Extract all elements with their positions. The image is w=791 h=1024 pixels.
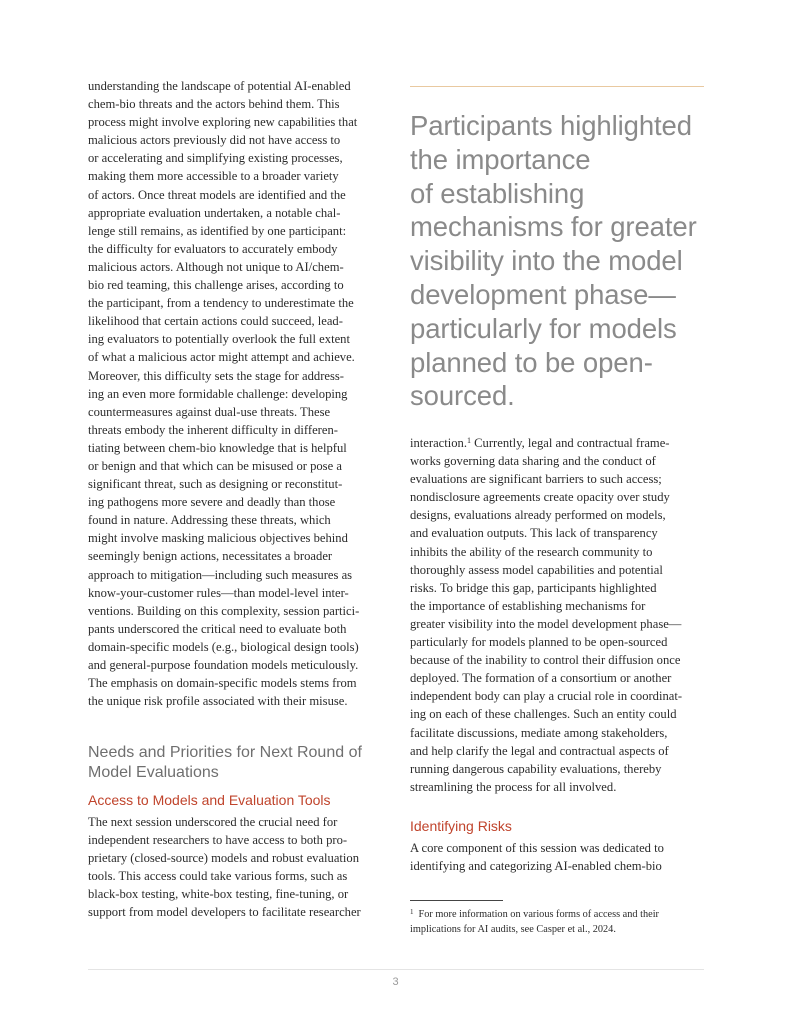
paragraph-line: and help clarify the legal and contractual aspects of — [410, 743, 669, 758]
pull-quote-line: visibility into the model — [410, 245, 683, 277]
footnote-number: 1 — [410, 908, 414, 916]
paragraph-line: of actors. Once threat models are identified and the — [88, 187, 346, 202]
paragraph-line: inhibits the ability of the research community to — [410, 544, 653, 559]
paragraph-line: thoroughly assess model capabilities and potential — [410, 562, 663, 577]
paragraph-line: threats embody the inherent difficulty in differen- — [88, 422, 338, 437]
pull-quote-block — [410, 86, 704, 413]
pull-quote-line: planned to be open- — [410, 346, 653, 378]
text-run: interaction. — [410, 436, 467, 450]
paragraph-line: The emphasis on domain-specific models stems from — [88, 676, 357, 691]
paragraph-line: prietary (closed-source) models and robust evaluation — [88, 851, 360, 866]
paragraph-line: malicious actors. Although not unique to AI/chem- — [88, 259, 344, 274]
paragraph-line: understanding the landscape of potential AI-enabled — [88, 79, 351, 93]
text-run: For more information on various forms of access and their — [418, 909, 659, 920]
footer-divider — [88, 969, 704, 970]
paragraph-line: seemingly benign actions, necessitates a broader — [88, 549, 333, 564]
paragraph-line: greater visibility into the model development phase— — [410, 616, 682, 631]
pull-quote-rule — [410, 86, 704, 87]
section-heading-line: Needs and Priorities for Next Round of — [88, 744, 362, 761]
paragraph-line: nondisclosure agreements create opacity over study — [410, 490, 670, 505]
paragraph-line: support from model developers to facilitate researcher — [88, 905, 361, 920]
text-run: Currently, legal and contractual frame- — [471, 436, 670, 450]
paragraph-line: the importance of establishing mechanisms for — [410, 598, 646, 613]
paragraph-line: the unique risk profile associated with their misuse. — [88, 694, 348, 709]
paragraph-line: ing an even more formidable challenge: developing — [88, 386, 348, 401]
paragraph-line: A core component of this session was dedicated to — [410, 841, 664, 855]
left-paragraph-1 — [88, 77, 359, 710]
paragraph-line: bio red teaming, this challenge arises, according to — [88, 278, 344, 293]
paragraph-line: chem-bio threats and the actors behind them. This — [88, 97, 340, 112]
paragraph-line: or benign and that which can be misused or pose a — [88, 458, 342, 473]
paragraph-line: significant threat, such as designing or reconstitut- — [88, 477, 343, 492]
paragraph-line: independent body can play a crucial role in coordinat- — [410, 689, 683, 704]
paragraph-line: countermeasures against dual-use threats. These — [88, 404, 331, 419]
paragraph-line — [410, 434, 682, 452]
paragraph-line: black-box testing, white-box testing, fine-tuning, or — [88, 887, 349, 902]
paragraph-line: designs, evaluations already performed on models, — [410, 508, 666, 523]
footnote-reference[interactable]: 1 — [467, 436, 471, 445]
paragraph-line: lenge still remains, as identified by one participant: — [88, 223, 347, 238]
paragraph-line: tools. This access could take various forms, such as — [88, 869, 348, 884]
right-paragraph-1 — [410, 434, 682, 796]
page-number: 3 — [392, 976, 399, 988]
paragraph-line: the participant, from a tendency to underestimate the — [88, 296, 354, 311]
pull-quote — [410, 109, 704, 413]
paragraph-line: works governing data sharing and the conduct of — [410, 454, 656, 469]
paragraph-line: identifying and categorizing AI-enabled chem-bio — [410, 859, 662, 874]
paragraph-line: appropriate evaluation undertaken, a notable chal- — [88, 205, 341, 220]
pull-quote-line: the importance — [410, 143, 591, 175]
paragraph-line: deployed. The formation of a consortium or another — [410, 671, 672, 686]
paragraph-line: ing on each of these challenges. Such an entity could — [410, 707, 677, 722]
left-paragraph-2 — [88, 813, 361, 922]
pull-quote-line: mechanisms for greater — [410, 211, 697, 243]
section-heading — [88, 743, 362, 783]
paragraph-line: evaluations are significant barriers to such access; — [410, 472, 662, 487]
paragraph-line: process might involve exploring new capabilities that — [88, 115, 358, 130]
footnote — [410, 905, 659, 937]
paragraph-line: pants underscored the critical need to evaluate both — [88, 621, 347, 636]
section-heading-line: Model Evaluations — [88, 764, 219, 781]
paragraph-line: streamlining the process for all involved. — [410, 779, 617, 794]
paragraph-line: making them more accessible to a broader variety — [88, 169, 339, 184]
paragraph-line: facilitate discussions, mediate among stakeholders, — [410, 725, 668, 740]
pull-quote-line: development phase— — [410, 278, 676, 310]
paragraph-line: risks. To bridge this gap, participants highlighted — [410, 580, 657, 595]
paragraph-line: ing evaluators to potentially overlook the full extent — [88, 332, 350, 347]
paragraph-line: tiating between chem-bio knowledge that is helpful — [88, 440, 347, 455]
paragraph-line: running dangerous capability evaluations, thereby — [410, 761, 662, 776]
footnote-line: implications for AI audits, see Casper et al., 2024. — [410, 924, 616, 935]
paragraph-line: because of the inability to control their diffusion once — [410, 653, 681, 668]
footnote-divider — [410, 900, 503, 901]
paragraph-line: Moreover, this difficulty sets the stage for address- — [88, 368, 344, 383]
pull-quote-line: particularly for models — [410, 312, 677, 344]
paragraph-line: know-your-customer rules—than model-level inter- — [88, 585, 349, 600]
paragraph-line: and evaluation outputs. This lack of transparency — [410, 526, 658, 541]
paragraph-line: of what a malicious actor might attempt and achieve. — [88, 350, 355, 365]
pull-quote-line: sourced. — [410, 380, 515, 412]
paragraph-line: ing pathogens more severe and deadly than those — [88, 495, 336, 510]
paragraph-line: malicious actors previously did not have access to — [88, 133, 341, 148]
paragraph-line: The next session underscored the crucial need for — [88, 815, 338, 829]
paragraph-line: ventions. Building on this complexity, session partici- — [88, 603, 360, 618]
pull-quote-line: Participants highlighted — [410, 110, 692, 141]
footnote-line — [410, 905, 659, 922]
paragraph-line: or accelerating and simplifying existing processes, — [88, 151, 343, 166]
paragraph-line: found in nature. Addressing these threats, which — [88, 513, 331, 528]
subsection-heading-access: Access to Models and Evaluation Tools — [88, 792, 331, 808]
paragraph-line: domain-specific models (e.g., biological design tools) — [88, 639, 359, 654]
paragraph-line: likelihood that certain actions could succeed, lead- — [88, 314, 343, 329]
subsection-heading-identifying-risks: Identifying Risks — [410, 818, 512, 834]
paragraph-line: the difficulty for evaluators to accurately embody — [88, 241, 338, 256]
right-paragraph-2 — [410, 839, 664, 875]
paragraph-line: independent researchers to have access to both pro- — [88, 833, 348, 848]
paragraph-line: might involve masking malicious objectives behind — [88, 531, 348, 546]
paragraph-line: particularly for models planned to be open-sourced — [410, 635, 668, 650]
pull-quote-line: of establishing — [410, 177, 585, 209]
paragraph-line: approach to mitigation—including such measures as — [88, 567, 353, 582]
paragraph-line: and general-purpose foundation models meticulously. — [88, 658, 359, 672]
